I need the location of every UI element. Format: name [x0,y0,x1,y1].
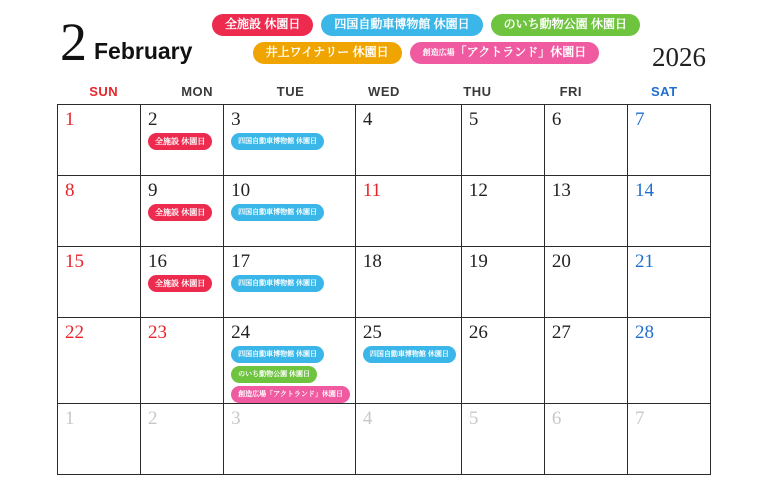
year-label: 2026 [652,42,706,72]
event-badge[interactable]: のいち動物公園 休園日 [231,366,317,383]
calendar-day-cell[interactable] [224,318,356,404]
day-number: 7 [634,408,645,429]
day-number: 9 [148,180,158,201]
weekday-label-tue: TUE [276,84,305,99]
calendar-day-cell[interactable] [356,404,462,475]
event-badge[interactable]: 四国自動車博物館 休園日 [363,346,456,363]
calendar-day-cell[interactable] [545,176,628,247]
legend-pill [410,42,600,64]
day-events [363,346,456,363]
calendar-day-cell[interactable] [628,318,711,404]
day-events [231,346,350,403]
calendar-day-cell[interactable] [545,247,628,318]
day-number: 27 [551,322,571,343]
calendar-day-cell[interactable] [462,404,545,475]
day-number: 19 [468,251,488,272]
event-badge[interactable]: 四国自動車博物館 休園日 [231,204,324,221]
legend-pill-prefix: 創造広場 [422,48,455,57]
day-number: 6 [551,109,562,130]
calendar-day-cell[interactable] [356,176,462,247]
day-events [148,133,218,150]
weekday-label-mon: MON [181,84,214,99]
weekday-header [57,84,711,99]
day-number: 22 [65,322,84,343]
legend-pill: 全施設 休園日 [212,14,313,36]
calendar-day-cell[interactable] [462,247,545,318]
event-badge[interactable]: 全施設 休園日 [148,133,212,150]
month-title [60,12,193,72]
calendar-day-cell[interactable] [545,105,628,176]
legend [226,14,626,70]
day-number: 24 [231,322,251,343]
legend-pill: 四国自動車博物館 休園日 [321,14,482,36]
calendar-day-cell[interactable] [356,318,462,404]
day-number: 5 [468,109,479,130]
legend-row [226,14,626,36]
event-badge[interactable]: 全施設 休園日 [148,204,212,221]
legend-pill: のいち動物公園 休園日 [491,14,640,36]
day-number: 5 [468,408,479,429]
event-badge[interactable]: 全施設 休園日 [148,275,212,292]
calendar-day-cell[interactable] [224,247,356,318]
day-events [231,133,350,150]
legend-row [226,42,626,64]
day-number: 10 [231,180,251,201]
calendar-day-cell[interactable] [141,318,224,404]
calendar-day-cell[interactable] [356,105,462,176]
calendar-day-cell[interactable] [141,176,224,247]
day-number: 26 [468,322,488,343]
day-number: 7 [634,109,645,130]
month-number: 2 [60,12,87,72]
calendar-day-cell[interactable] [462,176,545,247]
calendar-day-cell[interactable] [141,105,224,176]
day-number: 2 [148,408,158,429]
day-number: 4 [362,109,373,130]
day-number: 21 [634,251,654,272]
calendar-day-cell[interactable] [224,105,356,176]
calendar-day-cell[interactable] [545,404,628,475]
event-badge[interactable]: 四国自動車博物館 休園日 [231,133,324,150]
day-number: 12 [468,180,488,201]
day-number: 14 [634,180,654,201]
weekday-label-fri: FRI [559,84,583,99]
calendar-day-cell[interactable] [628,105,711,176]
calendar-grid [57,104,711,475]
calendar-day-cell[interactable] [58,247,141,318]
day-number: 23 [148,322,168,343]
day-number: 17 [231,251,251,272]
day-number: 15 [65,251,84,272]
calendar-day-cell[interactable] [58,105,141,176]
calendar-day-cell[interactable] [141,247,224,318]
day-events [231,204,350,221]
calendar-day-cell[interactable] [356,247,462,318]
calendar-day-cell[interactable] [224,176,356,247]
calendar-day-cell[interactable] [628,176,711,247]
legend-pill-label: 「アクトランド」休園日 [454,45,587,59]
calendar-day-cell[interactable] [628,404,711,475]
day-number: 11 [362,180,382,201]
month-name: February [94,38,193,64]
calendar-day-cell[interactable] [58,404,141,475]
calendar-day-cell[interactable] [141,404,224,475]
day-number: 20 [551,251,571,272]
day-events [148,204,218,221]
day-number: 16 [148,251,168,272]
calendar-day-cell[interactable] [58,318,141,404]
calendar-day-cell[interactable] [462,105,545,176]
day-number: 1 [65,109,75,130]
calendar-day-cell[interactable] [628,247,711,318]
calendar-header [0,0,768,82]
event-badge[interactable]: 創造広場「アクトランド」休園日 [231,386,350,403]
calendar-day-cell[interactable] [545,318,628,404]
day-number: 6 [551,408,562,429]
day-events [148,275,218,292]
day-number: 4 [362,408,373,429]
weekday-label-thu: THU [463,84,492,99]
event-badge[interactable]: 四国自動車博物館 休園日 [231,275,324,292]
day-number: 28 [634,322,654,343]
event-badge[interactable]: 四国自動車博物館 休園日 [231,346,324,363]
calendar-day-cell[interactable] [462,318,545,404]
day-number: 1 [65,408,75,429]
day-number: 3 [231,109,241,130]
legend-pill: 井上ワイナリー 休園日 [253,42,402,64]
day-number: 8 [65,180,75,201]
day-events [231,275,350,292]
weekday-label-wed: WED [368,84,400,99]
day-number: 25 [362,322,382,343]
day-number: 13 [551,180,571,201]
calendar-day-cell[interactable] [224,404,356,475]
weekday-label-sun: SUN [89,84,119,99]
weekday-label-sat: SAT [650,84,678,99]
day-number: 18 [362,251,382,272]
calendar-day-cell[interactable] [58,176,141,247]
day-number: 2 [148,109,158,130]
day-number: 3 [231,408,241,429]
